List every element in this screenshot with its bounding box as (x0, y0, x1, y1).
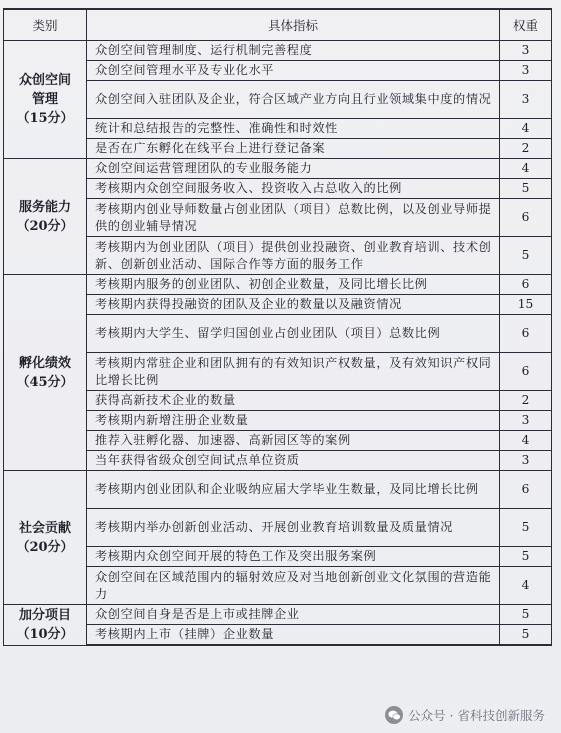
indicator-cell: 考核期内举办创新创业活动、开展创业教育培训数量及质量情况 (87, 509, 500, 547)
table-row (4, 199, 552, 237)
table-row (4, 451, 552, 471)
table-row (4, 431, 552, 451)
category-cell (4, 159, 87, 275)
table-body (4, 41, 552, 646)
category-name-line: 社会贡献 (18, 520, 71, 536)
indicator-cell: 考核期内新增注册企业数量 (87, 411, 500, 431)
category-score: （20分） (16, 539, 74, 555)
indicator-cell: 统计和总结报告的完整性、准确性和时效性 (87, 119, 500, 139)
weight-cell: 15 (500, 295, 552, 315)
weight-cell: 3 (500, 81, 552, 119)
indicator-cell: 众创空间入驻团队及企业，符合区域产业方向且行业领域集中度的情况 (87, 81, 500, 119)
weight-cell: 3 (500, 411, 552, 431)
category-cell (4, 41, 87, 159)
table-row (4, 625, 552, 646)
weight-cell: 2 (500, 139, 552, 159)
weight-cell: 4 (500, 431, 552, 451)
weight-cell: 4 (500, 567, 552, 605)
weight-cell: 5 (500, 509, 552, 547)
table-row (4, 179, 552, 199)
weight-cell: 6 (500, 353, 552, 391)
table-row (4, 81, 552, 119)
table-row (4, 605, 552, 625)
indicator-cell: 众创空间自身是否是上市或挂牌企业 (87, 605, 500, 625)
table-row (4, 353, 552, 391)
category-name-line: 众创空间 (18, 73, 71, 88)
table-row (4, 237, 552, 275)
indicator-cell: 众创空间在区域范围内的辐射效应及对当地创新创业文化氛围的营造能力 (87, 567, 500, 605)
category-cell (4, 605, 87, 646)
indicator-cell: 当年获得省级众创空间试点单位资质 (87, 451, 500, 471)
header-category: 类别 (4, 9, 87, 41)
category-score: （10分） (16, 626, 74, 642)
weight-cell: 2 (500, 391, 552, 411)
table-row (4, 567, 552, 605)
weight-cell: 5 (500, 605, 552, 625)
weight-cell: 6 (500, 199, 552, 237)
indicator-cell: 是否在广东孵化在线平台上进行登记备案 (87, 139, 500, 159)
indicator-cell: 考核期内为创业团队（项目）提供创业投融资、创业教育培训、技术创新、创新创业活动、国际合作等方面的服务工作 (87, 237, 500, 275)
weight-cell: 5 (500, 625, 552, 646)
weight-cell: 5 (500, 547, 552, 567)
weight-cell: 3 (500, 61, 552, 81)
indicator-cell: 考核期内获得投融资的团队及企业的数量以及融资情况 (87, 295, 500, 315)
weight-cell: 3 (500, 41, 552, 61)
wechat-icon (385, 706, 403, 724)
table-row (4, 471, 552, 509)
indicator-cell: 考核期内创业导师数量占创业团队（项目）总数比例，以及创业导师提供的创业辅导情况 (87, 199, 500, 237)
indicator-cell: 考核期内大学生、留学归国创业占创业团队（项目）总数比例 (87, 315, 500, 353)
indicator-cell: 众创空间管理水平及专业化水平 (87, 61, 500, 81)
evaluation-table (3, 8, 552, 646)
indicator-cell: 考核期内众创空间服务收入、投资收入占总收入的比例 (87, 179, 500, 199)
indicator-cell: 众创空间运营管理团队的专业服务能力 (87, 159, 500, 179)
category-score: （45分） (16, 374, 74, 390)
category-cell (4, 275, 87, 471)
indicator-cell: 推荐入驻孵化器、加速器、高新园区等的案例 (87, 431, 500, 451)
category-score: （20分） (16, 218, 74, 234)
table-row (4, 119, 552, 139)
watermark (383, 706, 547, 724)
header-weight: 权重 (500, 9, 552, 41)
indicator-cell: 考核期内众创空间开展的特色工作及突出服务案例 (87, 547, 500, 567)
category-name-line: 孵化绩效 (18, 355, 71, 371)
weight-cell: 5 (500, 179, 552, 199)
weight-cell: 3 (500, 451, 552, 471)
table-row (4, 547, 552, 567)
table-header-row (4, 9, 552, 41)
weight-cell: 5 (500, 237, 552, 275)
indicator-cell: 考核期内上市（挂牌）企业数量 (87, 625, 500, 646)
table-row (4, 391, 552, 411)
table-row (4, 41, 552, 61)
weight-cell: 4 (500, 119, 552, 139)
weight-cell: 6 (500, 471, 552, 509)
table-row (4, 275, 552, 295)
indicator-cell: 考核期内服务的创业团队、初创企业数量，及同比增长比例 (87, 275, 500, 295)
category-name-line: 管理 (31, 92, 58, 107)
table-row (4, 315, 552, 353)
category-score: （15分） (16, 111, 74, 126)
watermark-text: 公众号 · 省科技创新服务 (408, 708, 545, 723)
table-row (4, 61, 552, 81)
category-name-line: 加分项目 (18, 607, 71, 623)
category-name-line: 服务能力 (18, 199, 71, 215)
table-row (4, 411, 552, 431)
weight-cell: 6 (500, 275, 552, 295)
indicator-cell: 考核期内常驻企业和团队拥有的有效知识产权数量，及有效知识产权同比增长比例 (87, 353, 500, 391)
table-row (4, 139, 552, 159)
indicator-cell: 考核期内创业团队和企业吸纳应届大学毕业生数量，及同比增长比例 (87, 471, 500, 509)
table-row (4, 295, 552, 315)
indicator-cell: 众创空间管理制度、运行机制完善程度 (87, 41, 500, 61)
weight-cell: 4 (500, 159, 552, 179)
indicator-cell: 获得高新技术企业的数量 (87, 391, 500, 411)
category-cell (4, 471, 87, 605)
header-indicator: 具体指标 (87, 9, 500, 41)
table-row (4, 509, 552, 547)
table-row (4, 159, 552, 179)
weight-cell: 6 (500, 315, 552, 353)
